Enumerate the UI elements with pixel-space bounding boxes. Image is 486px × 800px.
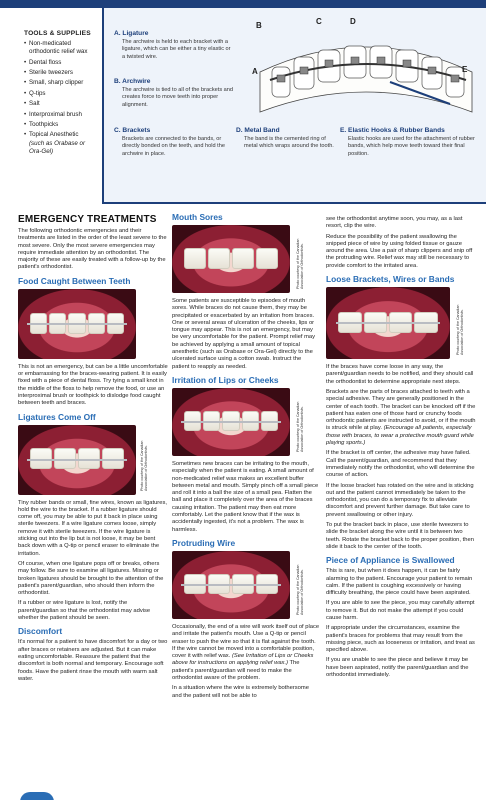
section-title-discomfort: Discomfort (18, 626, 63, 637)
loose-text-2b: (Encourage all patients, especially those with braces, to wear a protective mouth guard while playing sports.) (326, 425, 474, 447)
swallowed-text-1: This is rare, but when it does happen, it can be fairly alarming to the patient. Encourage your patient to remain calm. If the patient is coughing excessively or having difficulty breathing, the piece could have been aspirated. (326, 568, 473, 597)
emergency-title: EMERGENCY TREATMENTS (18, 214, 157, 225)
swallowed-text-4: If you are unable to see the piece and believe it may be have been aspirated, notify the parent/guardian and the orthodontist immediately. (326, 657, 469, 679)
photo-credit: Photo courtesy of the Canadian Association of Orthodontists. (456, 304, 465, 356)
definition-title: C. Brackets (114, 127, 151, 134)
section-title-irritation: Irritation of Lips or Cheeks (172, 374, 279, 385)
section-title-swallowed: Piece of Appliance is Swallowed (326, 555, 455, 566)
label-b: B (256, 21, 262, 30)
definition-archwire (114, 78, 234, 109)
anesthetic-note: (such as Orabase or Ora-Gel) (29, 139, 86, 155)
list-item: • Non-medicated orthodontic relief wax (24, 40, 96, 56)
section-title-ligatures: Ligatures Come Off (18, 411, 96, 422)
list-item: • Sterile tweezers (24, 69, 96, 77)
definition-text: The archwire is held to each bracket with a ligature, which can be either a tiny elastic or a twisted wire. (122, 39, 231, 60)
definition-title: D. Metal Band (236, 127, 280, 134)
ligatures-text-1: Tiny rubber bands or small, fine wires, known as ligatures, hold the wire to the bracket. If a rubber ligature should come off, you may be able to put it back in place using sterile tweezers. If a wire ligature comes loose, simply remove it with sterile tweezers. If the wire ligature is sticking out into the lip but is not loose, it may be bent back down with a Q-tip or pencil eraser to eliminate the irritation. (18, 499, 167, 557)
discomfort-text: It's normal for a patient to have discomfort for a day or two after braces or retainers are adjusted. But it can make eating uncomfortable. Reassure the patient that the discomfort is both normal and temporary. Encourage soft foods. Have the patient rinse the mouth with warm salt water. (18, 639, 168, 682)
protruding-text-1 (172, 624, 320, 682)
protruding-continued-1: see the orthodontist anytime soon, you may, as a last resort, clip the wire. (326, 216, 463, 230)
section-title-sores: Mouth Sores (172, 212, 223, 222)
label-e: E (462, 65, 468, 74)
definition-title: E. Elastic Hooks & Rubber Bands (340, 127, 445, 134)
photo-credit: Photo courtesy of the Canadian Association of Orthodontists. (296, 564, 305, 615)
tools-list (24, 40, 96, 156)
anesthetic-label: Topical Anesthetic (29, 131, 79, 139)
column-1 (18, 214, 168, 686)
definition-text: The archwire is tied to all of the brackets and creates force to move teeth into proper alignment. (122, 87, 233, 108)
swallowed-text-3: If appropriate under the circumstances, examine the patient's braces for problems that may result from the missing piece, such as looseness or irritation, and treat as specified above. (326, 625, 475, 654)
photo-loose-brackets (326, 287, 450, 359)
loose-text-3: If the bracket is off center, the adhesive may have failed. Call the parent/guardian, and recommend that they immediately notify the orthodontist, who will determine the course of action. (326, 450, 475, 479)
list-item: • Toothpicks (24, 121, 96, 129)
column-3 (326, 216, 476, 682)
section-title-loose: Loose Brackets, Wires or Bands (326, 274, 455, 285)
loose-text-2a: Brackets are the parts of braces attached to teeth with a special adhesive. They are generally positioned in the center of each tooth. The bracket can be knocked off if the patient has eaten one of those hard or crunchy foods orthodontic patients are instructed to avoid, or if the mouth is struck while at play. (326, 388, 476, 432)
definition-brackets (114, 127, 234, 158)
list-item: • Salt (24, 100, 96, 108)
section-title-food: Food Caught Between Teeth (18, 275, 131, 286)
definition-metal-band (236, 127, 334, 151)
definition-text: Brackets are connected to the bands, or directly bonded on the teeth, and hold the archwire in place. (122, 136, 225, 157)
photo-food-caught (18, 289, 136, 359)
tools-heading: TOOLS & SUPPLIES (24, 30, 91, 37)
swallowed-text-2: If you are able to see the piece, you may carefully attempt to remove it. But do not make the attempt if you could cause harm. (326, 600, 475, 621)
loose-text-2 (326, 389, 476, 447)
list-item: • Q-tips (24, 90, 96, 98)
definition-title: A. Ligature (114, 30, 149, 37)
list-item: • Dental floss (24, 59, 96, 67)
protruding-text-1c: The patient's parent/guardian will need to make the orthodontist aware of the problem. (172, 660, 300, 682)
photo-protruding-wire (172, 551, 290, 619)
intro-text: The following orthodontic emergencies and their treatments are listed in the order of the least severe to the most severe. Only the most severe emergencies may require immediate attention by an orthodontist. The majority of these are easily treated with a follow-up by the patient's orthodontist. (18, 228, 167, 271)
loose-text-5: To put the bracket back in place, use sterile tweezers to slide the bracket along the wire until it is between two teeth. Rotate the bracket back to the proper position, then slide it back to the center of the tooth. (326, 522, 474, 550)
ligatures-text-3: If a rubber or wire ligature is lost, notify the parent/guardian so that the orthodontist may advise whether the patient should be seen. (18, 600, 151, 622)
protruding-continued-2: Reduce the possibility of the patient swallowing the snipped piece of wire by using folded tissue or gauze around the area. Use a pair of sharp clippers and snip off the protruding wire. Relief wax may still be necessary to provide comfort to the irritated area. (326, 233, 473, 269)
photo-mouth-sores (172, 225, 290, 293)
definition-title: B. Archwire (114, 78, 151, 85)
section-title-protruding: Protruding Wire (172, 537, 236, 548)
list-item (24, 131, 96, 156)
ligatures-text-2: Of course, when one ligature pops off or breaks, others may follow. Be sure to examine all ligatures. Missing or broken ligatures should be brought to the attention of the patient's parent/guardian, who should then inform the orthodontist. (18, 560, 164, 597)
list-item: • Interproximal brush (24, 111, 96, 119)
braces-diagram (250, 12, 482, 124)
sores-text: Some patients are susceptible to episodes of mouth sores. While braces do not cause them, they may be precipitated or exacerbated by an irritation from braces. One or several areas of ulceration of the cheeks, lips or tongue may appear. This is not an emergency, but may be very uncomfortable for the patient. Prompt relief may be achieved by applying a small amount of topical anesthetic (such as Orabase or Ora-Gel) directly to the ulcerated surface using a cotton swab. Instruct the patient to reapply as needed. (172, 298, 316, 370)
irritation-text: Sometimes new braces can be irritating to the mouth, especially when the patient is eating. A small amount of non-medicated relief wax makes an excellent buffer between metal and mouth. Simply pinch off a small piece and roll it into a ball the size of a small pea. Flatten the ball and place it completely over the area of the braces causing irritation. The patient may then eat more comfortably. Let the patient know that if the wax is accidentally ingested, it's not a problem. The wax is harmless. (172, 460, 319, 533)
loose-text-4: If the loose bracket has rotated on the wire and is sticking out and the patient cannot immediately be taken to the orthodontist, you can do a temporary fix to alleviate discomfort and prevent further damage. But take care to prevent swallowing or other injury. (326, 482, 474, 518)
loose-text-1: If the braces have come loose in any way, the parent/guardian needs to be notified, and they should call the orthodontist to determine appropriate next steps. (326, 364, 474, 385)
definition-ligature (114, 30, 234, 61)
definition-elastic-hooks (340, 127, 484, 158)
photo-ligatures (18, 425, 136, 495)
photo-credit: Photo courtesy of the Canadian Association of Orthodontists. (296, 401, 305, 452)
top-banner (0, 0, 486, 8)
protruding-text-2: In a situation where the wire is extremely bothersome and the patient will not be able to (172, 685, 309, 699)
protruding-text-1b: (See Irritation of Lips or Cheeks above for instructions on applying relief wax.) (172, 653, 314, 667)
label-d: D (350, 17, 356, 26)
photo-irritation (172, 388, 290, 456)
photo-credit: Photo courtesy of the Canadian Association of Orthodontists. (140, 440, 149, 491)
footer-logo (20, 792, 54, 800)
tools-supplies-panel (0, 8, 104, 204)
definition-text: Elastic hooks are used for the attachment of rubber bands, which help move teeth toward their final position. (348, 136, 475, 157)
label-a: A (252, 67, 258, 76)
food-text: This is not an emergency, but can be a little uncomfortable or embarrassing for the braces-wearing patient. It is easily fixed with a piece of dental floss. Try tying a small knot in the middle of the floss to help remove the food, or use an interproximal brush or toothpick to dislodge food caught between teeth and braces. (18, 363, 168, 407)
photo-credit: Photo courtesy of the Canadian Association of Orthodontists. (296, 238, 305, 289)
definition-text: The band is the cemented ring of metal which wraps around the tooth. (244, 136, 334, 150)
protruding-text-1a: Occasionally, the end of a wire will work itself out of place and irritate the patient's mouth. Use a Q-tip or pencil eraser to push the wire so that it is flat against the tooth. If the wire cannot be moved into a comfortable position, cover it with relief wax. (172, 623, 320, 660)
label-c: C (316, 17, 322, 26)
list-item: • Small, sharp clipper (24, 79, 96, 87)
column-2 (172, 212, 320, 703)
